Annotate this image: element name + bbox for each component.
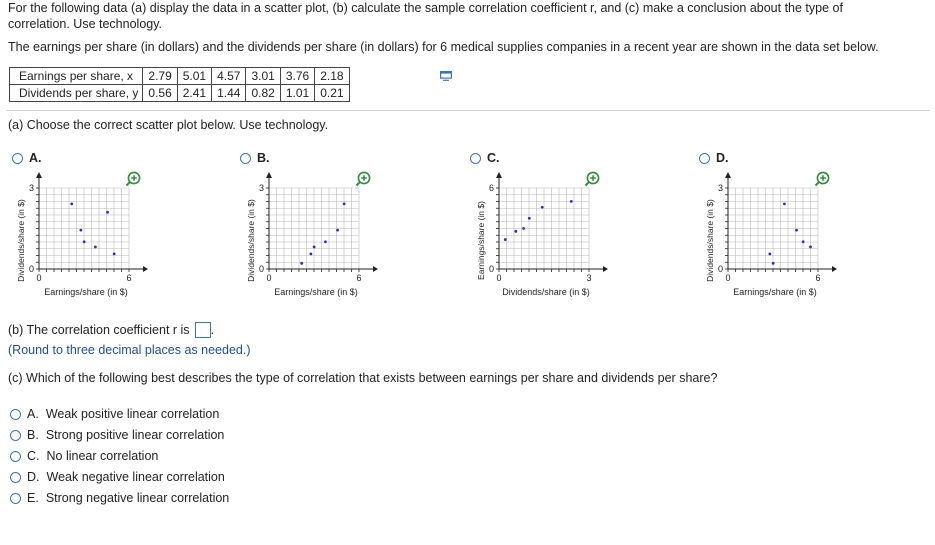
y-cell: 2.41 [177,85,211,102]
radio-button[interactable] [10,472,21,483]
correlation-option-c[interactable] [10,449,158,463]
radio-button[interactable] [10,493,21,504]
data-point [795,229,798,232]
y-tick-label-max: 3 [717,183,723,193]
intro-line-2: correlation. Use technology. [8,17,163,31]
y-axis-arrow [725,172,731,178]
plot-option-d[interactable] [699,151,729,165]
y-cell: 0.21 [315,85,349,102]
x-tick-label-max: 6 [815,273,821,283]
data-point [113,252,116,255]
part-b-row [8,322,214,338]
data-point [70,203,73,206]
radio-button[interactable] [10,430,21,441]
option-letter: E. [27,491,39,505]
radio-button[interactable] [10,451,21,462]
option-letter: A. [29,151,42,165]
data-point [79,229,82,232]
option-text: Weak negative linear correlation [46,470,225,484]
x-cell: 2.18 [315,68,349,85]
y-axis-arrow [36,172,42,178]
data-point [106,211,109,214]
scatter-plot-d [703,168,903,308]
scatter-plot-c [474,168,674,308]
correlation-option-e[interactable] [10,491,229,505]
x-axis-label: Earnings/share (in $) [274,287,358,297]
data-point [772,262,775,265]
y-axis-label: Earnings/share (in $) [476,201,486,280]
data-point [541,206,544,209]
radio-button[interactable] [699,153,710,164]
data-point [514,230,517,233]
x-axis-arrow [603,266,608,272]
y-tick-label-max: 3 [258,183,264,193]
data-point [522,227,525,230]
correlation-option-b[interactable] [10,428,224,442]
y-cell: 0.82 [246,85,280,102]
plot-option-c[interactable] [470,151,500,165]
data-table [9,67,350,102]
table-row-x [10,68,350,85]
scatter-plot-a [14,168,214,308]
copy-icon[interactable] [440,71,452,81]
data-point [768,252,771,255]
x-cell: 4.57 [212,68,246,85]
question-intro [8,0,918,32]
data-point [802,240,805,243]
x-cell: 5.01 [177,68,211,85]
data-point [570,200,573,203]
x-axis-arrow [373,266,378,272]
data-point [504,238,507,241]
option-letter: C. [27,449,40,463]
x-tick-label-max: 6 [126,273,132,283]
y-axis-label: Dividends/share (in $) [705,199,715,282]
plot-option-b[interactable] [240,151,270,165]
data-point [94,245,97,248]
data-point [324,240,327,243]
option-letter: D. [716,151,729,165]
y-cell: 0.56 [143,85,177,102]
data-point [309,252,312,255]
y-tick-label-min: 0 [258,264,264,274]
x-tick-label-min: 0 [725,273,731,283]
data-point [336,229,339,232]
y-axis-label: Dividends/share (in $) [246,199,256,282]
y-cell: 1.01 [280,85,314,102]
option-text: Weak positive linear correlation [45,407,220,421]
correlation-answer-input[interactable] [195,322,211,338]
radio-button[interactable] [10,409,21,420]
plot-option-a[interactable] [12,151,42,165]
x-axis-label: Dividends/share (in $) [502,287,590,297]
y-tick-label-min: 0 [717,264,723,274]
x-tick-label-min: 0 [36,273,42,283]
section-divider [6,110,930,111]
intro-line-1: For the following data (a) display the data in a scatter plot, (b) calculate the sample correlation coefficient r, and (c) make a conclusion about the type of [8,1,843,15]
y-axis-label: Dividends/share (in $) [16,199,26,282]
correlation-option-a[interactable] [10,407,219,421]
option-letter: B. [27,428,39,442]
x-cell: 3.76 [280,68,314,85]
data-point [809,245,812,248]
y-cell: 1.44 [212,85,246,102]
x-axis-label: Earnings/share (in $) [733,287,817,297]
x-cell: 3.01 [246,68,280,85]
y-tick-label-min: 0 [488,264,494,274]
x-tick-label-min: 0 [266,273,272,283]
data-point [83,240,86,243]
x-tick-label-max: 6 [356,273,362,283]
radio-button[interactable] [12,153,23,164]
y-tick-label-max: 3 [28,183,34,193]
x-cell: 2.79 [143,68,177,85]
y-axis-arrow [496,172,502,178]
option-text: No linear correlation [46,449,159,463]
x-axis-label: Earnings/share (in $) [44,287,128,297]
part-c-prompt: (c) Which of the following best describes the type of correlation that exists between earnings per share and dividends per share? [8,371,718,385]
option-letter: B. [257,151,270,165]
period: . [210,323,215,337]
radio-button[interactable] [470,153,481,164]
option-text: Strong negative linear correlation [45,491,230,505]
radio-button[interactable] [240,153,251,164]
option-letter: C. [487,151,500,165]
row-y-label: Dividends per share, y [10,85,143,102]
data-point [783,203,786,206]
data-point [300,262,303,265]
rounding-note: (Round to three decimal places as needed.) [8,343,251,357]
intro-line-3: The earnings per share (in dollars) and the dividends per share (in dollars) for 6 medical supplies companies in a recent year are shown in the data set below. [8,40,879,54]
data-point [343,203,346,206]
x-axis-arrow [832,266,837,272]
option-letter: D. [27,470,40,484]
y-tick-label-max: 6 [488,183,494,193]
table-row-y [10,85,350,102]
x-tick-label-min: 0 [496,273,502,283]
x-tick-label-max: 3 [586,273,592,283]
data-point [528,217,531,220]
correlation-option-d[interactable] [10,470,225,484]
part-b-prompt: (b) The correlation coefficient r is [8,323,190,337]
option-text: Strong positive linear correlation [45,428,225,442]
scatter-plot-b [244,168,444,308]
x-axis-arrow [143,266,148,272]
y-tick-label-min: 0 [28,264,34,274]
row-x-label: Earnings per share, x [10,68,143,85]
data-point [313,245,316,248]
part-a-prompt: (a) Choose the correct scatter plot below. Use technology. [8,118,329,132]
option-letter: A. [27,407,39,421]
y-axis-arrow [266,172,272,178]
